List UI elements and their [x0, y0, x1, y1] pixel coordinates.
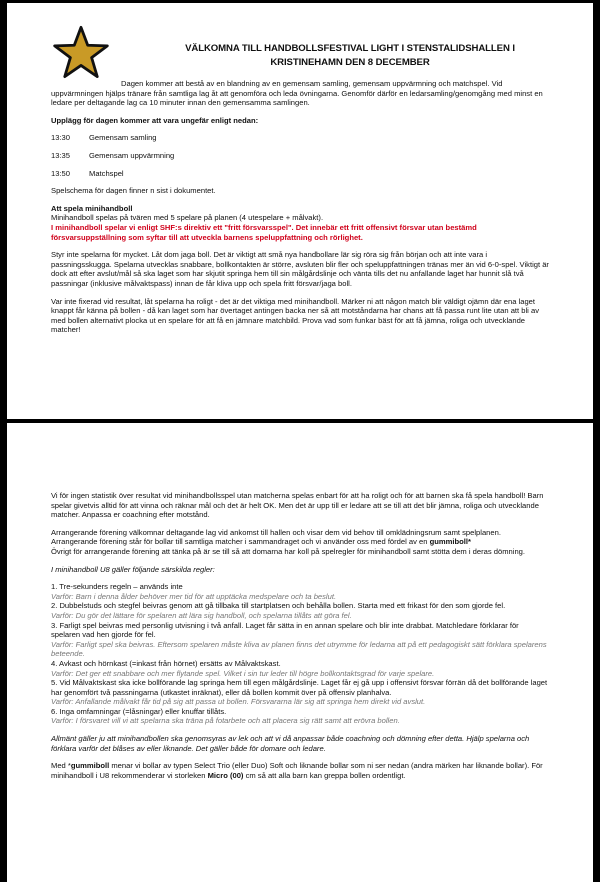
schedule-item	[51, 151, 549, 161]
page-title: VÄLKOMNA TILL HANDBOLLSFESTIVAL LIGHT I STENSTALIDSHALLEN I KRISTINEHAMN DEN 8 DECEMBER	[185, 43, 515, 68]
upplagg-heading: Upplägg för dagen kommer att vara ungefär enligt nedan:	[51, 115, 259, 125]
spelschema-text: Spelschema för dagen finner n sist i dokumentet.	[51, 186, 216, 196]
schedule-label: Gemensam samling	[89, 133, 157, 143]
med-gummiboll-text: gummiboll	[70, 761, 110, 771]
star-logo-icon	[53, 25, 109, 79]
schedule-label: Matchspel	[89, 168, 124, 178]
rule-reason: Varför: I försvaret vill vi att spelarna ska träna på fotarbete och att placera sig rätt samt att erövra bollen.	[51, 716, 400, 726]
document-page-1	[7, 3, 593, 419]
rule-reason: Varför: Anfallande målvakt får tid på sig att passa ut bollen. Försvararna lär sig att springa hem direkt vid avslut.	[51, 697, 426, 707]
rule-text: 6. Inga omfamningar (=låsningar) eller knuffar tillåts.	[51, 706, 227, 716]
rule-text: 3. Farligt spel beivras med personlig utvisning i två anfall. Laget får sätta in en annan spelare och blir inte drabbat. Matchledare förklarar för spelaren vad hen gjorde för fel.	[51, 620, 519, 640]
arrangerande-text: Arrangerande förening välkomnar deltagande lag vid ankomst till hallen och visar dem vid behov till omklädningsrum samt spelplanen. Arrangerande förening står för bollar till samtliga matcher i sammandraget och vi använder oss med fördel av en	[51, 527, 501, 547]
schedule-list	[51, 133, 549, 178]
att-spela-section	[51, 204, 549, 242]
schedule-time: 13:30	[51, 133, 71, 143]
resultat-paragraph: Var inte fixerad vid resultat, låt spelarna ha roligt - det är det viktiga med minihandboll. Märker ni att någon match blir väldigt ojämn där ena laget knappt får känna på bollen - då kan laget som har övertaget antingen backa ner så att motståndarna har chans att få passa runt lite utan att bli av med bollen alternativt plocka ut en spelare för att få en jämnare matchbild. Prova vad som funkar bäst för att få jämna, roliga och utvecklande matcher!	[51, 296, 539, 335]
rule-reason: Varför: Barn i denna ålder behöver mer tid för att upptäcka medspelare och ta beslut.	[51, 591, 337, 601]
gummiboll-paragraph	[51, 761, 549, 780]
rule-reason: Varför: Du gör det lättare för spelaren att lära sig handboll, och spelarna tillåts att göra fel.	[51, 610, 352, 620]
rules-list	[51, 582, 549, 726]
allmant-paragraph: Allmänt gäller ju att minihandbollen ska genomsyras av lek och att vi då anpassar både coachning och dömning efter detta. Hjälp spelarna och förklara varför det blåses av eller liknande. Det gäller både för domare och ledare.	[51, 734, 530, 753]
arrangerande-paragraph	[51, 528, 549, 547]
med-pre-text: Med *	[51, 761, 71, 771]
styr-paragraph: Styr inte spelarna för mycket. Låt dom jaga boll. Det är viktigt att små nya handbollare lär sig röra sig från början och att inte vara i passningsskugga. Spelarna utvecklas snabbare, bollkontakten är större, avsluten blir fler och speluppfattningen tränas mer än vid 6-0-spel. Viktigt är dock att efter avslut/mål så ska laget som har skjutit springa hem till sin målgårdslinje och vänta tills det nu anfallande laget har hunnit slå två passningar (inklusive målvaktspass) innan de får kliva upp och spela fritt försvar/jaga boll.	[51, 250, 549, 288]
rule-reason: Varför: Det ger ett snabbare och mer flytande spel. Vilket i sin tur leder till högre bollkontaktsgrad för varje spelare.	[51, 668, 435, 678]
rule-reason: Varför: Farligt spel ska beivras. Eftersom spelaren måste kliva av planen finns det utrymme för ledarna att på ett pedagogiskt sätt förklara spelarens beteende.	[51, 639, 547, 659]
att-spela-heading: Att spela minihandboll	[51, 203, 133, 213]
fritt-forsvar-text: I minihandboll spelar vi enligt SHF:s direktiv ett "fritt försvarsspel". Det innebär ett fritt offensivt försvar utan bestämd försvarsuppställning som syftar till att utveckla barnens speluppfattning och rörlighet.	[51, 222, 477, 242]
intro-paragraph	[51, 79, 549, 108]
ovrigt-paragraph: Övrigt för arrangerande förening att tänka på är se till så att domarna har koll på spelregler för minihandboll samt stötta dem i deras dömning.	[51, 546, 526, 556]
intro-text: Dagen kommer att bestå av en blandning av en gemensam samling, gemensam uppvärmning och matchspel. Vid uppvärmningen hjälps tränare från samtliga lag åt att genomföra och leda övningarna. Genomför därför en ledarsamling/genomgång med minst en ledare per deltagande lag ca 10 minuter innan den gemensamma samlingen.	[51, 79, 543, 108]
schedule-label: Gemensam uppvärmning	[89, 150, 175, 160]
schedule-item	[51, 133, 549, 143]
schedule-time: 13:35	[51, 150, 71, 160]
att-spela-text: Minihandboll spelas på tvären med 5 spelare på planen (4 utespelare + målvakt).	[51, 213, 324, 223]
gummiboll-text: gummiboll*	[429, 537, 471, 547]
document-page-2	[7, 423, 593, 882]
rule-text: 1. Tre-sekunders regeln – används inte	[51, 582, 183, 592]
med-mid-text: menar vi bollar av typen Select Trio (eller Duo) Soft och liknande bollar som ni ser nedan (andra märken har liknande bollar). För minihandboll i U8 rekommenderar vi storleken	[51, 761, 543, 780]
micro-size-text: Micro (00)	[207, 770, 244, 780]
med-post-text: cm så att alla barn kan greppa bollen ordentligt.	[243, 770, 406, 780]
rule-text: 5. Vid Målvaktskast ska icke bollförande lag springa hem till egen målgårdslinje. Laget får ej gå upp i offensivt försvar förrän då det bollförande laget har genomfört två passningarna (utkastet inräknat), eller då bollen kommit över på offensiv planhalva.	[51, 678, 548, 697]
rule-text: 2. Dubbelstuds och stegfel beivras genom att gå tillbaka till startplatsen och behålla bollen. Starta med ett frikast för den som gjorde fel.	[51, 601, 506, 611]
statistik-paragraph: Vi för ingen statistik över resultat vid minihandbollsspel utan matcherna spelas enbart för att ha roligt och för att barnen ska få spela handboll! Barn spelar givetvis alltid för att vinna och räknar mål och det är helt OK. Men det är upp till er ledare att se till att det blir jämna, roliga och utvecklande matcher. Anpassa er coachning efter motstånd.	[51, 491, 544, 520]
rule-text: 4. Avkast och hörnkast (=inkast från hörnet) ersätts av Målvaktskast.	[51, 658, 281, 668]
schedule-item	[51, 169, 549, 179]
schedule-time: 13:50	[51, 168, 71, 178]
regler-heading: I minihandboll U8 gäller följande särskilda regler:	[51, 564, 215, 574]
